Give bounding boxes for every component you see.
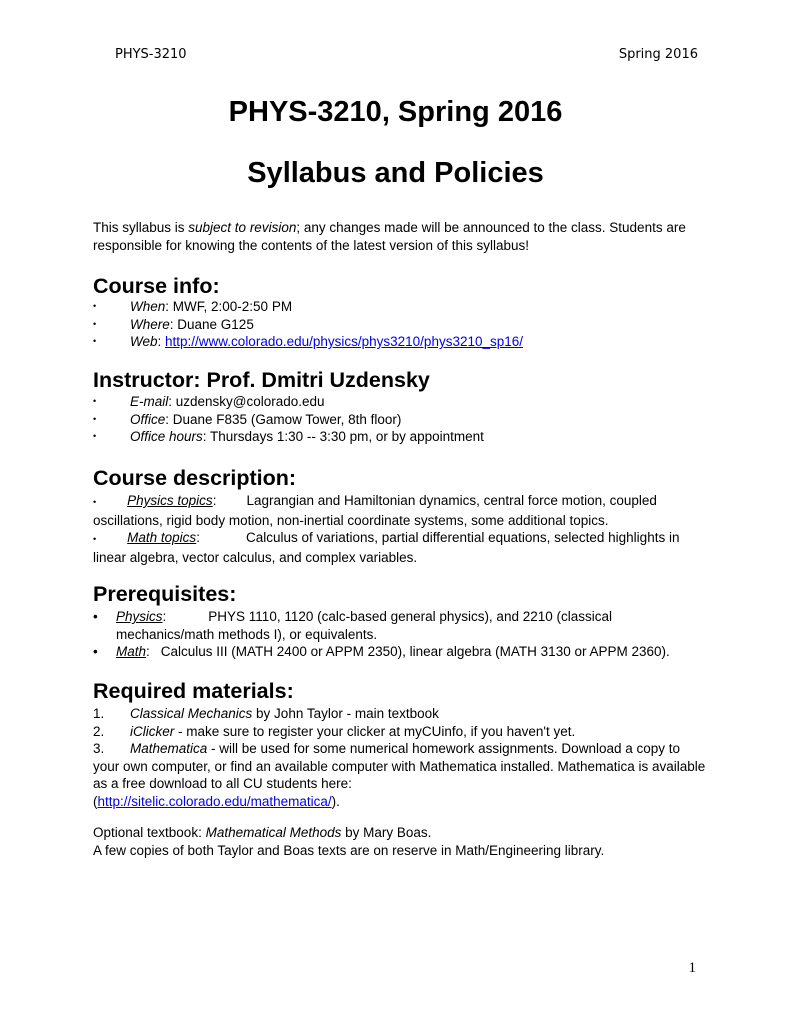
- running-header-term: Spring 2016: [618, 47, 698, 62]
- mathematica-download-link[interactable]: http://sitelic.colorado.edu/mathematica/: [97, 793, 332, 809]
- item-value: : uzdensky@colorado.edu: [168, 394, 325, 409]
- item-text: - will be used for some numerical homework assignments. Download a copy to your own computer, or find an available computer with Mathematica installed. Mathematica is available as a free download to all CU students here:: [93, 741, 706, 791]
- course-website-link[interactable]: http://www.colorado.edu/physics/phys3210/phys3210_sp16/: [165, 334, 524, 349]
- list-item: [93, 529, 708, 566]
- intro-paragraph: [93, 219, 708, 255]
- required-materials-list: [93, 705, 708, 810]
- document-title: PHYS-3210, Spring 2016: [228, 96, 563, 128]
- item-value: : MWF, 2:00-2:50 PM: [165, 299, 293, 314]
- list-item: [93, 740, 708, 810]
- course-info-heading: Course info:: [93, 274, 220, 298]
- document-subtitle: Syllabus and Policies: [247, 157, 544, 189]
- item-title: Classical Mechanics: [130, 706, 253, 721]
- item-text: by John Taylor - main textbook: [252, 706, 439, 721]
- optional-title: Mathematical Methods: [205, 825, 342, 840]
- intro-text-pre: This syllabus is: [93, 220, 189, 235]
- item-label: When: [130, 299, 166, 314]
- instructor-list: [93, 393, 708, 446]
- running-header-course: PHYS-3210: [115, 47, 187, 62]
- list-item: [93, 723, 708, 741]
- item-number: 3.: [93, 741, 105, 756]
- list-item: [93, 316, 708, 334]
- item-label: Where: [130, 316, 170, 332]
- list-item: [93, 428, 708, 446]
- item-value: : Duane G125: [169, 316, 254, 332]
- list-item: [93, 705, 708, 723]
- item-label: Web: [130, 334, 158, 349]
- bullet-icon: •: [93, 396, 97, 406]
- item-colon: :: [146, 644, 150, 659]
- bullet-icon: •: [93, 413, 97, 424]
- optional-label: Optional textbook:: [93, 825, 206, 840]
- item-label: E-mail: [130, 394, 169, 409]
- list-item: [93, 333, 708, 351]
- item-number: 2.: [93, 723, 105, 739]
- course-description-heading: Course description:: [93, 466, 297, 490]
- item-label: Math topics: [127, 530, 197, 545]
- optional-author: by Mary Boas.: [341, 825, 432, 840]
- prerequisites-list: [93, 608, 708, 661]
- item-number: 1.: [93, 706, 105, 721]
- item-label: Office hours: [130, 429, 203, 444]
- list-item: [93, 298, 708, 316]
- bullet-icon: •: [93, 609, 98, 624]
- item-label: Math: [116, 644, 147, 659]
- item-colon: :: [162, 609, 167, 624]
- item-separator: :: [157, 334, 166, 349]
- course-info-list: [93, 298, 708, 351]
- item-value: Calculus III (MATH 2400 or APPM 2350), linear algebra (MATH 3130 or APPM 2360).: [160, 644, 670, 659]
- item-label: Physics topics: [127, 493, 213, 508]
- bullet-icon: •: [93, 318, 97, 329]
- list-item: [93, 643, 708, 661]
- item-label: Physics: [116, 609, 163, 624]
- item-value: Lagrangian and Hamiltonian dynamics, central force motion, coupled oscillations, rigid body motion, non-inertial coordinate systems, some additional topics.: [93, 493, 657, 528]
- item-value: PHYS 1110, 1120 (calc-based general physics), and 2210 (classical mechanics/math methods I), or equivalents.: [116, 609, 613, 642]
- item-value: Calculus of variations, partial differential equations, selected highlights in linear algebra, vector calculus, and complex variables.: [93, 530, 680, 565]
- instructor-heading: Instructor: Prof. Dmitri Uzdensky: [93, 368, 430, 392]
- optional-textbook: [93, 824, 708, 842]
- item-label: Office: [130, 411, 166, 427]
- intro-text-post: ; any changes made will be announced to the class. Students are responsible for knowing the contents of the latest version of this syllabus!: [93, 220, 686, 253]
- list-item: [93, 608, 708, 643]
- bullet-icon: •: [93, 644, 98, 659]
- item-value: : Duane F835 (Gamow Tower, 8th floor): [165, 411, 402, 427]
- item-colon: :: [212, 493, 217, 508]
- bullet-icon: •: [93, 336, 97, 346]
- bullet-icon: •: [93, 301, 97, 311]
- page-number: 1: [688, 960, 696, 976]
- item-text: - make sure to register your clicker at myCUinfo, if you haven't yet.: [174, 723, 576, 739]
- list-item: [93, 393, 708, 411]
- bullet-icon: •: [93, 534, 97, 544]
- required-materials-heading: Required materials:: [93, 679, 294, 703]
- item-title: Mathematica: [130, 741, 208, 756]
- intro-emphasis: subject to revision: [188, 220, 297, 235]
- link-open-paren: (: [93, 793, 98, 809]
- course-description-list: [93, 492, 708, 566]
- reserve-note: A few copies of both Taylor and Boas texts are on reserve in Math/Engineering library.: [93, 843, 605, 858]
- item-colon: :: [196, 530, 200, 545]
- item-value: : Thursdays 1:30 -- 3:30 pm, or by appointment: [202, 429, 484, 444]
- item-title: iClicker: [130, 723, 175, 739]
- list-item: [93, 411, 708, 429]
- list-item: [93, 492, 708, 529]
- link-close-paren: ).: [331, 793, 340, 809]
- prerequisites-heading: Prerequisites:: [93, 582, 237, 606]
- bullet-icon: •: [93, 431, 97, 441]
- bullet-icon: •: [93, 497, 97, 507]
